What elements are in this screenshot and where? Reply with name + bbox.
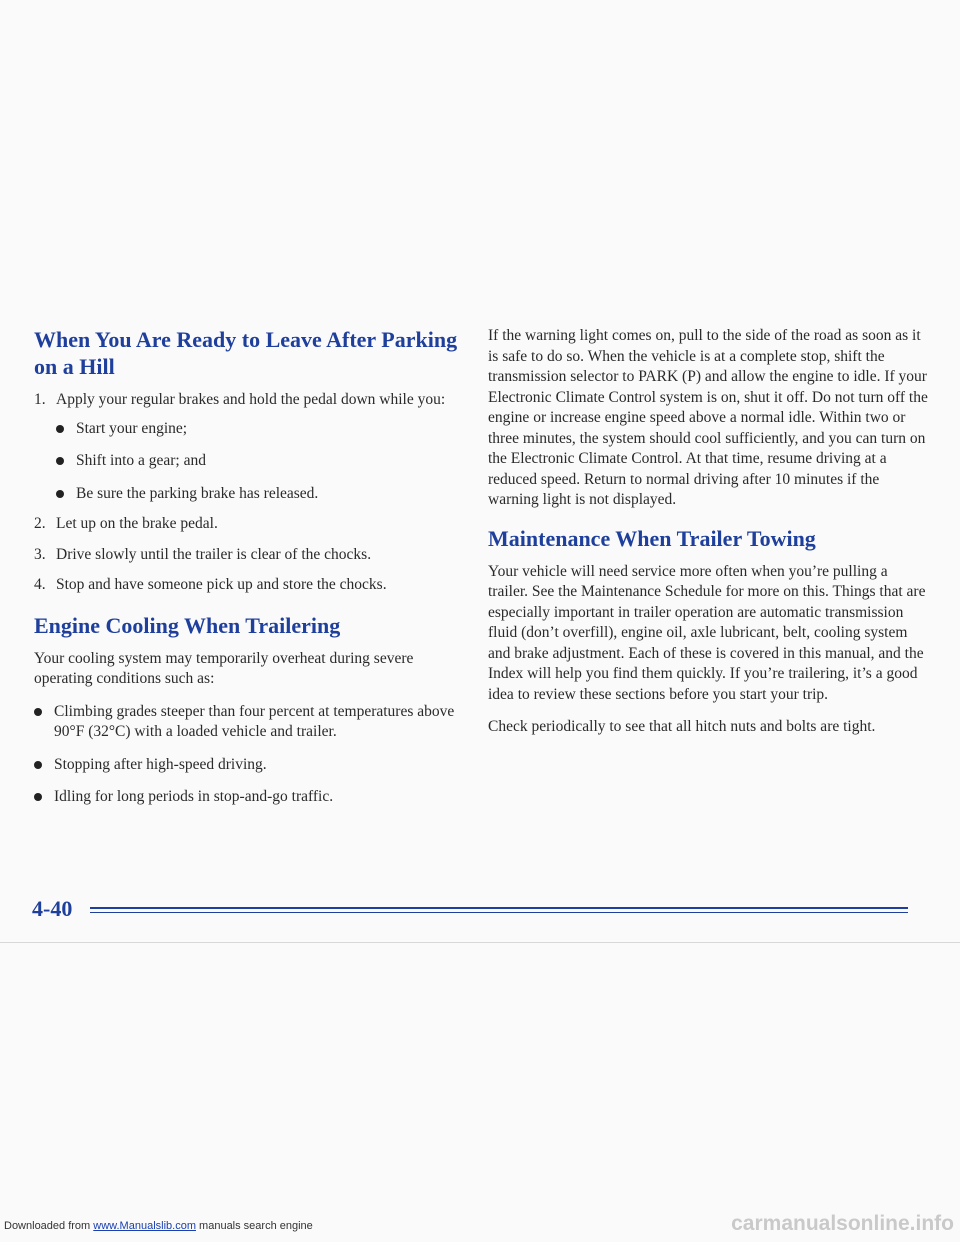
list-item-text: Be sure the parking brake has released. <box>76 484 319 502</box>
bullet-icon <box>34 708 42 716</box>
page-number: 4-40 <box>32 896 73 921</box>
section-heading-engine-cooling: Engine Cooling When Trailering <box>34 612 341 638</box>
maintenance-paragraph: Your vehicle will need service more often when you’re pulling a trailer. See the Maintenance Schedule for more on this. Things that are especially important in trailer operation are automatic transmission fluid (don’t overfill), engine oil, axle lubricant, belt, cooling system and brake adjustment. Each of these is covered in this manual, and the Index will help you find them quickly. If you’re trailering, it’s a good idea to review these sections before you start your trip. <box>488 562 926 703</box>
watermark-logo: carmanualsonline.info <box>731 1212 954 1235</box>
step-text: Apply your regular brakes and hold the pedal down while you: <box>56 391 446 408</box>
list-item-text: Shift into a gear; and <box>76 452 206 469</box>
bullet-icon <box>34 761 42 769</box>
list-item-text: Climbing grades steeper than four percent at temperatures above 90°F (32°C) with a loaded vehicle and trailer. <box>54 702 455 740</box>
step-2 <box>34 514 464 535</box>
page-edge-divider <box>0 942 960 943</box>
list-item-text: Idling for long periods in stop-and-go traffic. <box>54 788 334 805</box>
download-source-note <box>4 1220 313 1232</box>
step-4 <box>34 575 464 596</box>
step-3 <box>34 545 464 566</box>
download-suffix: manuals search engine <box>199 1220 313 1232</box>
manualslib-link[interactable]: www.Manualslib.com <box>93 1220 196 1232</box>
step-number: 4. <box>34 576 46 593</box>
list-item-text: Stopping after high-speed driving. <box>54 755 267 773</box>
list-item <box>34 702 464 743</box>
bullet-icon <box>56 425 64 433</box>
warning-light-paragraph: If the warning light comes on, pull to the side of the road as soon as it is safe to do so. When the vehicle is at a complete stop, shift the transmission selector to PARK (P) and allow the engine to idle. If your Electronic Climate Control system is on, shut it off. Do not turn off the engine or increase engine speed above a normal idle. Within two or three minutes, the system should cool sufficiently, and you can turn on the Electronic Climate Control. At that time, resume driving at a reduced speed. Return to normal driving after 10 minutes if the warning light is not displayed. <box>488 327 928 508</box>
bullet-icon <box>56 490 64 498</box>
list-item <box>56 451 464 472</box>
footer-rule <box>90 907 908 909</box>
step-1 <box>34 390 464 504</box>
bullet-icon <box>56 457 64 465</box>
download-prefix: Downloaded from <box>4 1220 91 1232</box>
section-heading-maintenance: Maintenance When Trailer Towing <box>488 525 816 551</box>
right-column <box>488 326 928 750</box>
step-text: Stop and have someone pick up and store the chocks. <box>56 576 387 593</box>
list-item <box>56 484 464 505</box>
section-heading-leave-hill: When You Are Ready to Leave After Parking on a Hill <box>34 327 458 379</box>
list-item <box>56 419 464 440</box>
page-footer <box>0 890 960 930</box>
left-column <box>34 326 464 820</box>
bullet-icon <box>34 793 42 801</box>
list-item <box>34 787 464 808</box>
engine-cooling-intro: Your cooling system may temporarily overheat during severe operating conditions such as: <box>34 649 414 687</box>
hitch-check-paragraph: Check periodically to see that all hitch nuts and bolts are tight. <box>488 718 876 735</box>
step-text: Drive slowly until the trailer is clear of the chocks. <box>56 545 372 563</box>
step-text: Let up on the brake pedal. <box>56 515 218 532</box>
step-number: 2. <box>34 515 46 532</box>
list-item <box>34 755 464 776</box>
list-item-text: Start your engine; <box>76 419 188 437</box>
step-1-sub-list <box>56 419 464 505</box>
step-number: 3. <box>34 545 46 563</box>
footer-rule-thin <box>90 912 908 913</box>
step-number: 1. <box>34 391 46 408</box>
